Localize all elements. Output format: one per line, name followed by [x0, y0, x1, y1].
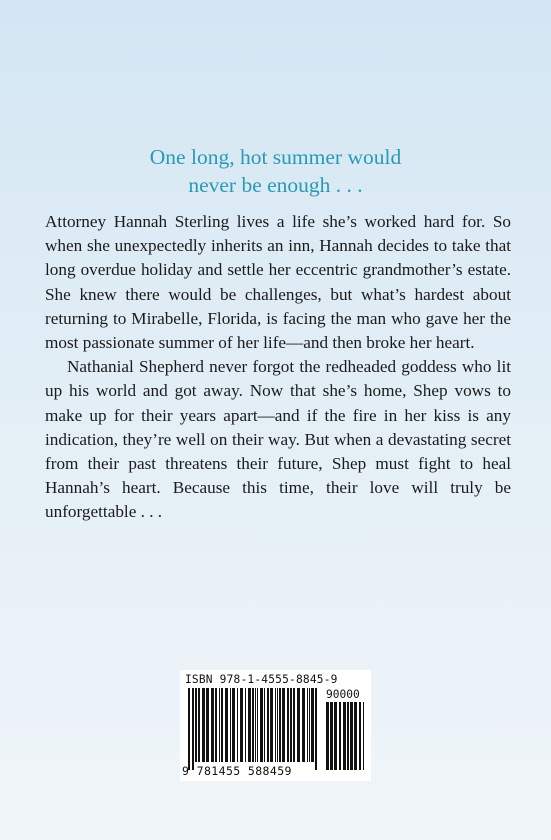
barcode-digits: 9 781455 588459	[182, 764, 292, 778]
barcode-bar	[363, 702, 364, 770]
barcode-bar	[225, 688, 228, 762]
barcode-bar	[270, 688, 273, 762]
barcode-bar	[311, 688, 314, 762]
barcode-bar	[245, 688, 246, 762]
barcode-bar	[326, 702, 329, 770]
barcode-bar	[248, 688, 251, 762]
barcode-bar	[221, 688, 223, 762]
barcode-bar	[290, 688, 292, 762]
barcode-bar	[252, 688, 254, 762]
blurb	[45, 210, 511, 525]
barcode-bar	[264, 688, 265, 762]
barcode-bar	[198, 688, 200, 762]
barcode-bar	[192, 688, 194, 770]
price-addon-code: 90000	[326, 688, 360, 701]
barcode-bar	[211, 688, 214, 762]
barcode-bar	[188, 688, 190, 770]
barcode-bar	[334, 702, 337, 770]
barcode-bar	[219, 688, 220, 762]
tagline-line-1: One long, hot summer would	[149, 145, 402, 169]
barcode-bar	[339, 702, 341, 770]
barcode-bar	[343, 702, 346, 770]
barcode-bar	[315, 688, 317, 770]
barcode-bar	[260, 688, 263, 762]
barcode-bar	[277, 688, 278, 762]
isbn-label: ISBN 978-1-4555-8845-9	[185, 673, 338, 686]
barcode-bar	[257, 688, 258, 762]
barcode-bar	[287, 688, 289, 762]
barcode-bar	[293, 688, 295, 762]
barcode-bar	[267, 688, 269, 762]
barcode-bar	[302, 688, 305, 762]
isbn-barcode-block	[180, 670, 371, 781]
barcode-bar	[230, 688, 231, 762]
tagline	[0, 143, 551, 199]
barcode-bar	[354, 702, 357, 770]
barcode-bar	[275, 688, 276, 762]
blurb-paragraph-1: Attorney Hannah Sterling lives a life she’s worked hard for. So when she unexpectedly inherits an inn, Hannah decides to take that long overdue holiday and settle her eccentric grandmother’s estate. She knew there would be challenges, but what’s hardest about returning to Mirabelle, Florida, is facing the man who gave her the most passionate summer of her life—and then broke her heart.	[45, 212, 511, 353]
barcode-bar	[240, 688, 243, 762]
barcode-bar	[232, 688, 235, 762]
barcode-bar	[237, 688, 238, 762]
tagline-line-2: never be enough . . .	[188, 173, 363, 197]
barcode-bar	[195, 688, 197, 762]
barcode-bar	[350, 702, 353, 770]
barcode-bar	[359, 702, 361, 770]
barcode-bar	[206, 688, 209, 762]
barcode-bar	[279, 688, 281, 762]
barcode-bar	[282, 688, 285, 762]
barcode-bar	[347, 702, 349, 770]
barcode-bar	[307, 688, 308, 762]
blurb-paragraph-2: Nathanial Shepherd never forgot the redheaded goddess who lit up his world and got away. Now that she’s home, Shep vows to make up for their years apart—and if the fire in her kiss is any indication, they’re well on their way. But when a devastating secret from their past threatens their future, Shep must fight to heal Hannah’s heart. Because this time, their love will truly be unforgettable . . .	[45, 357, 511, 522]
barcode-bar	[202, 688, 205, 762]
barcode-bar	[297, 688, 300, 762]
barcode-bar	[255, 688, 256, 762]
barcode-bar	[215, 688, 217, 762]
barcode-bar	[330, 702, 333, 770]
barcode-bar	[309, 688, 310, 762]
